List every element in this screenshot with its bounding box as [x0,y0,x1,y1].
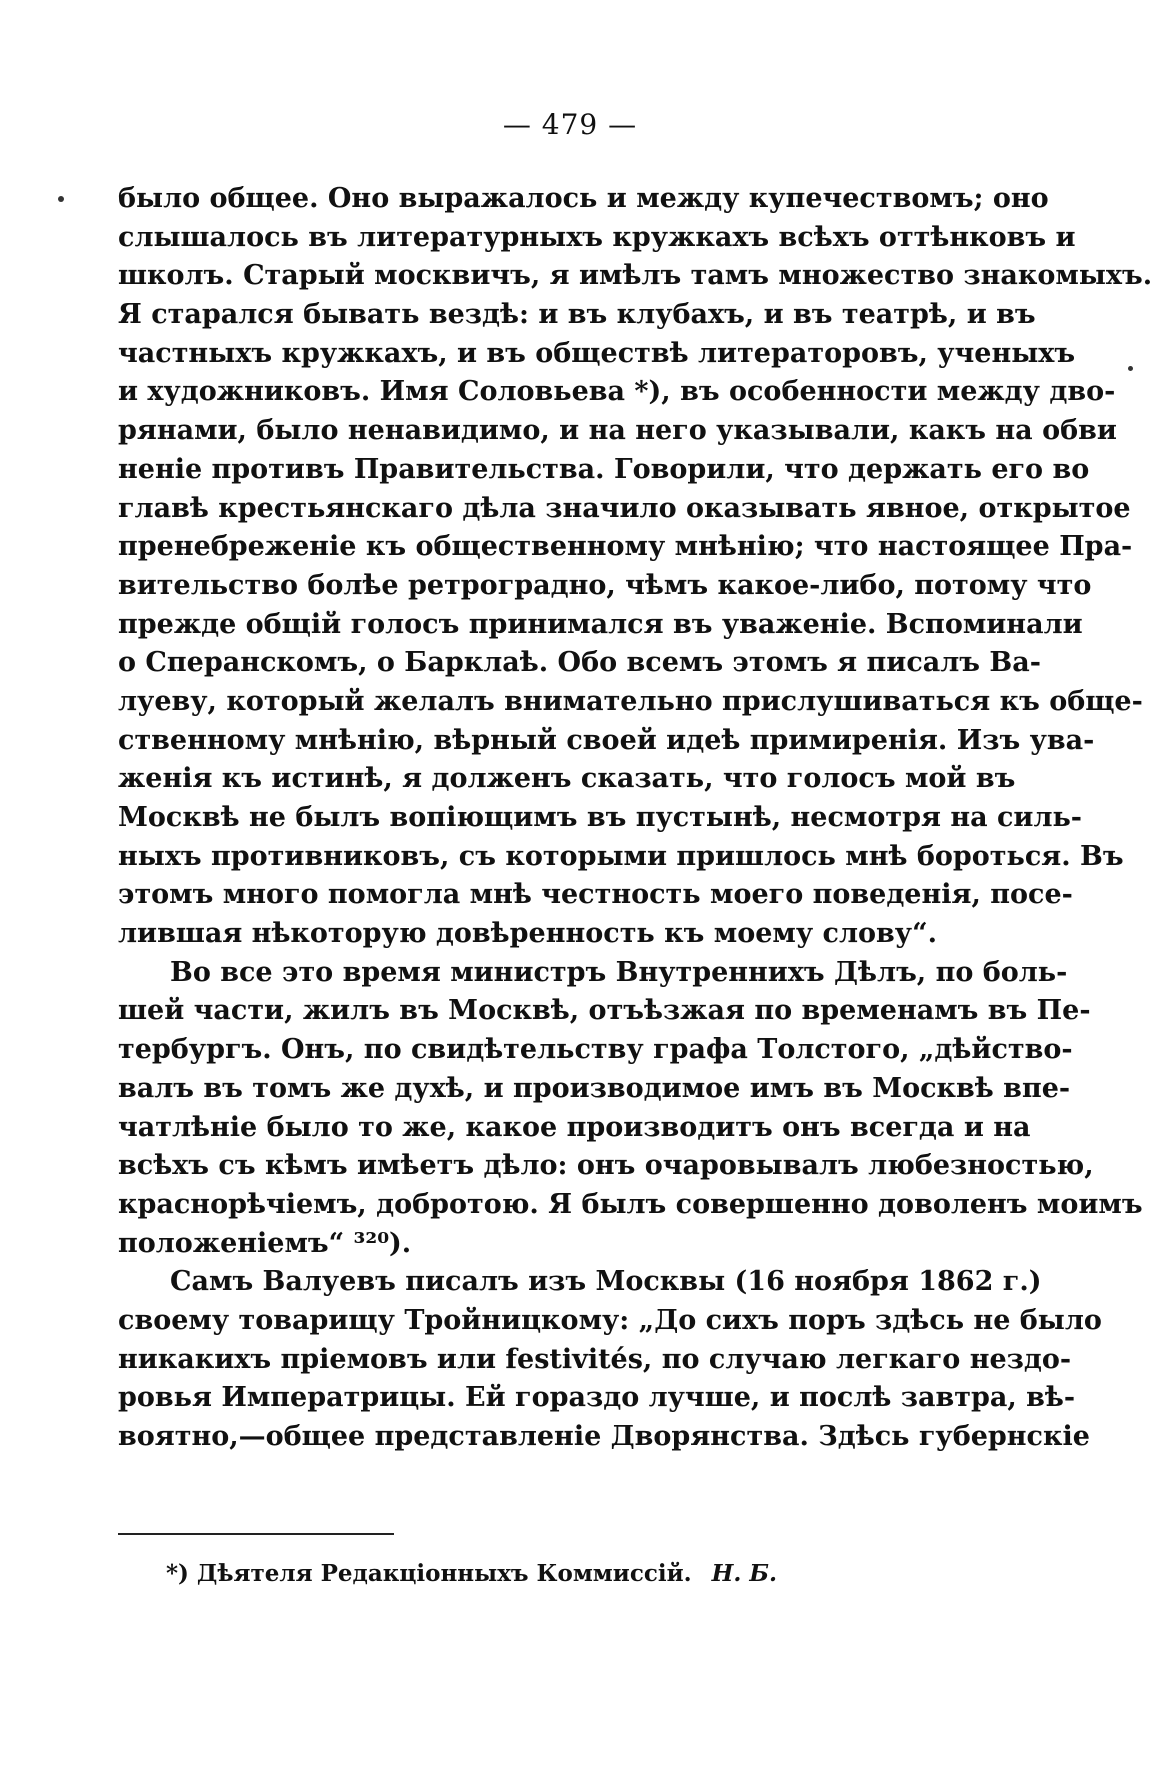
body-text [118,180,1152,1457]
text-line: ровья Императрицы. Ей гораздо лучше, и послѣ завтра, вѣ- [118,1382,1076,1414]
text-line: частныхъ кружкахъ, и въ обществѣ литераторовъ, ученыхъ [118,337,1076,369]
text-line: Самъ Валуевъ писалъ изъ Москвы (16 ноября 1862 г.) [170,1266,1042,1298]
footnote-text: *) Дѣятеля Редакціонныхъ Коммиссій. [166,1560,692,1587]
page-number: — 479 — [502,108,638,141]
text-line: своему товарищу Тройницкому: „До сихъ поръ здѣсь не было [118,1304,1102,1336]
text-line: этомъ много помогла мнѣ честность моего поведенія, посе- [118,879,1073,911]
text-line: о Сперанскомъ, о Барклаѣ. Обо всемъ этомъ я писалъ Ва- [118,647,1041,679]
margin-dot-left [58,196,64,202]
text-line: рянами, было ненавидимо, и на него указывали, какъ на обви [118,415,1117,447]
text-line: чатлѣніе было то же, какое производитъ онъ всегда и на [118,1111,1031,1143]
text-line: краснорѣчіемъ, добротою. Я былъ совершенно доволенъ моимъ [118,1188,1143,1220]
text-line: всѣхъ съ кѣмъ имѣетъ дѣло: онъ очаровывалъ любезностью, [118,1150,1094,1182]
text-line: вительство болѣе ретроградно, чѣмъ какое-либо, потому что [118,569,1092,601]
text-line: луеву, который желалъ внимательно прислушиваться къ обще- [118,685,1143,717]
text-line: слышалось въ литературныхъ кружкахъ всѣхъ оттѣнковъ и [118,221,1076,253]
text-line: было общее. Оно выражалось и между купечествомъ; оно [118,183,1049,214]
text-line: прежде общій голосъ принимался въ уваженіе. Вспоминали [118,608,1083,640]
text-line: пренебреженіе къ общественному мнѣнію; что настоящее Пра- [118,531,1133,563]
text-line: шей части, жилъ въ Москвѣ, отъѣзжая по временамъ въ Пе- [118,995,1091,1027]
text-line: школъ. Старый москвичъ, я имѣлъ тамъ множество знакомыхъ. [118,260,1152,292]
text-line: воятно,—общее представленіе Дворянства. Здѣсь губернскіе [118,1421,1090,1452]
text-line: женія къ истинѣ, я долженъ сказать, что голосъ мой въ [118,763,1016,795]
text-line: главѣ крестьянскаго дѣла значило оказывать явное, открытое [118,492,1131,524]
text-line: никакихъ пріемовъ или festivités, по случаю легкаго нездо- [118,1343,1072,1375]
text-line: ственному мнѣнію, вѣрный своей идеѣ примиренія. Изъ ува- [118,724,1095,756]
footnote-signature: Н. Б. [711,1560,778,1587]
text-line: и художниковъ. Имя Соловьева *), въ особенности между дво- [118,376,1116,408]
text-line: валъ въ томъ же духѣ, и производимое имъ въ Москвѣ впе- [118,1072,1071,1104]
text-line: Я старался бывать вездѣ: и въ клубахъ, и въ театрѣ, и въ [118,299,1036,331]
text-line: положеніемъ“ ³²⁰). [118,1227,412,1259]
text-line: тербургъ. Онъ, по свидѣтельству графа Толстого, „дѣйство- [118,1034,1073,1066]
text-line: Москвѣ не былъ вопіющимъ въ пустынѣ, несмотря на силь- [118,802,1083,833]
footnote [166,1560,777,1587]
margin-dot-right [1128,366,1133,371]
text-line: ныхъ противниковъ, съ которыми пришлось мнѣ бороться. Въ [118,840,1124,872]
text-line: неніе противъ Правительства. Говорили, что держать его во [118,453,1090,485]
footnote-divider [118,1533,394,1535]
text-line: лившая нѣкоторую довѣренность къ моему слову“. [118,918,938,950]
text-line: Во все это время министръ Внутреннихъ Дѣлъ, по боль- [170,956,1068,988]
